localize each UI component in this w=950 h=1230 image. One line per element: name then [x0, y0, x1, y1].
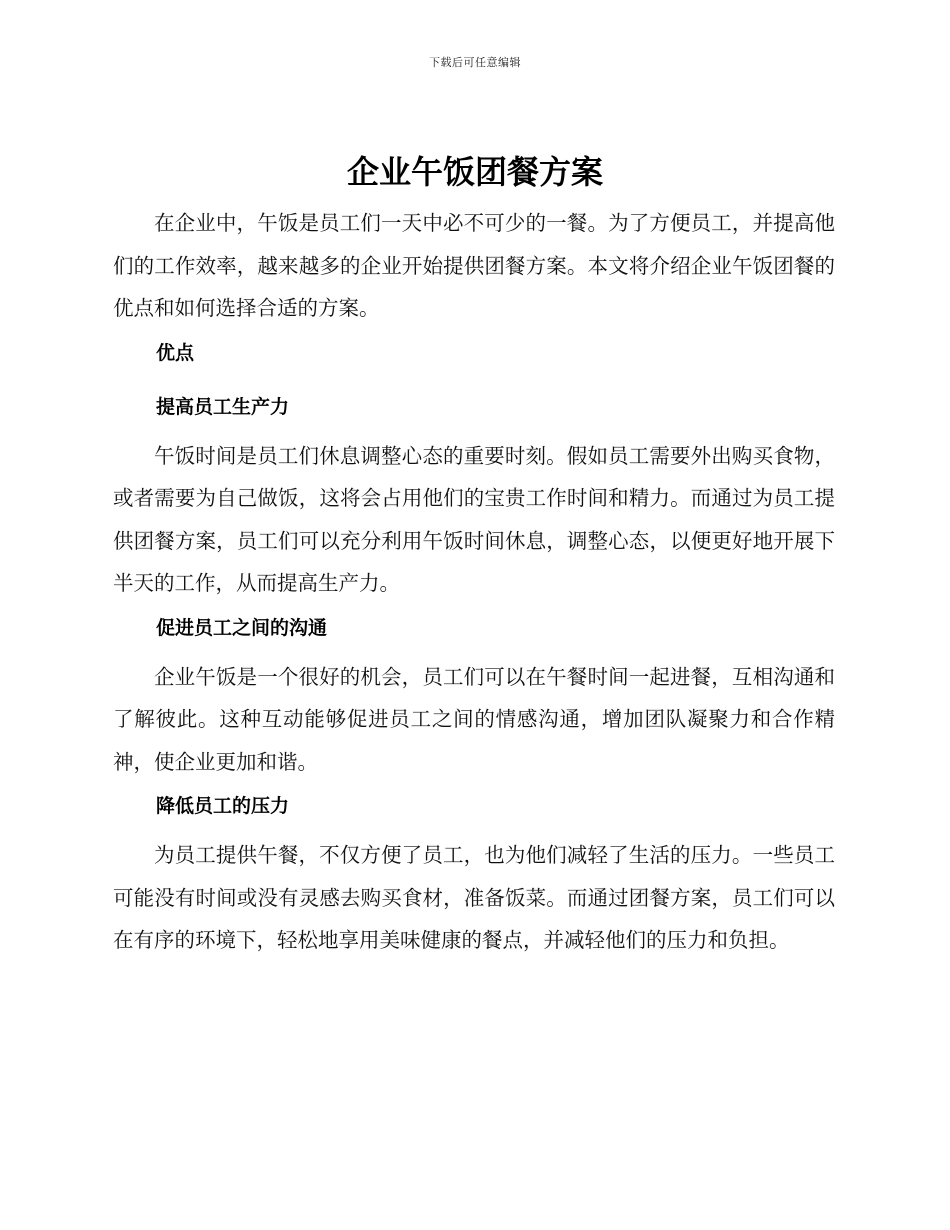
subsection-paragraph: 企业午饭是一个很好的机会，员工们可以在午餐时间一起进餐，互相沟通和了解彼此。这种互动能够促进员工之间的情感沟通，增加团队凝聚力和合作精神，使企业更加和谐。: [113, 664, 835, 774]
document-body: [113, 202, 835, 962]
header-note: 下载后可任意编辑: [429, 56, 521, 69]
subsection-heading: 降低员工的压力: [156, 795, 290, 817]
subsection-heading: 提高员工生产力: [156, 395, 290, 418]
section-heading: 优点: [156, 341, 195, 364]
subsection-paragraph: 为员工提供午餐，不仅方便了员工，也为他们减轻了生活的压力。一些员工可能没有时间或没有灵感去购买食材，准备饭菜。而通过团餐方案，员工们可以在有序的环境下，轻松地享用美味健康的餐点，并减轻他们的压力和负担。: [113, 843, 835, 952]
document-title: 企业午饭团餐方案: [346, 153, 603, 191]
subsection-paragraph: 午饭时间是员工们休息调整心态的重要时刻。假如员工需要外出购买食物，或者需要为自己做饭，这将会占用他们的宝贵工作时间和精力。而通过为员工提供团餐方案，员工们可以充分利用午饭时间休息，调整心态，以便更好地开展下半天的工作，从而提高生产力。: [113, 443, 835, 595]
intro-paragraph: 在企业中，午饭是员工们一天中必不可少的一餐。为了方便员工，并提高他们的工作效率，越来越多的企业开始提供团餐方案。本文将介绍企业午饭团餐的优点和如何选择合适的方案。: [113, 211, 835, 320]
subsection-heading: 促进员工之间的沟通: [156, 616, 328, 639]
